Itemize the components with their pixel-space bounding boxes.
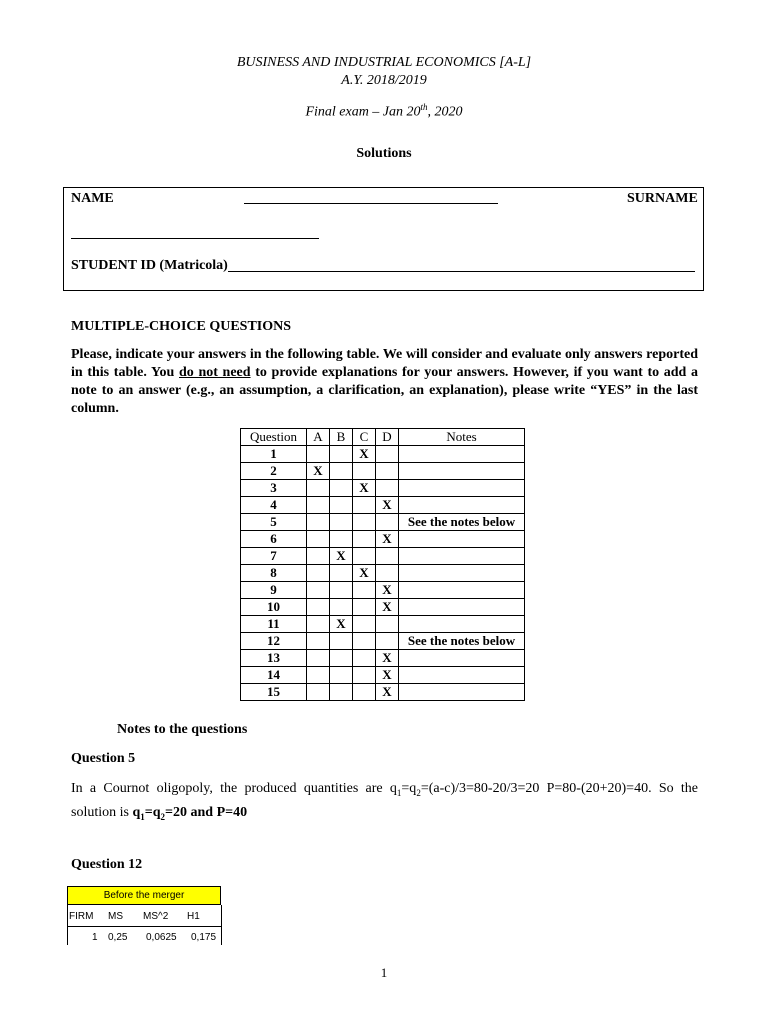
- sheet-row-divider: [67, 926, 222, 927]
- mcq-instructions: Please, indicate your answers in the following table. We will consider and evaluate only answers reported in this table. You do not need to provide explanations for your answers. However, if you want to add a note to an answer (e.g., an assumption, a clarification, an explanation), please write “YES” in the last column.: [71, 347, 699, 416]
- notes-cell: [399, 684, 525, 701]
- sheet-header-ms2: MS^2: [143, 911, 169, 922]
- answer-d-cell: X: [376, 667, 399, 684]
- answer-d-cell: X: [376, 650, 399, 667]
- answer-d-cell: [376, 480, 399, 497]
- answer-a-cell: [307, 599, 330, 616]
- answer-c-cell: [353, 616, 376, 633]
- sheet-cell-firm: 1: [92, 932, 98, 943]
- answer-c-cell: [353, 667, 376, 684]
- answer-d-cell: [376, 616, 399, 633]
- exam-date: Final exam – Jan 20th, 2020: [305, 102, 463, 120]
- mcq-title: MULTIPLE-CHOICE QUESTIONS: [71, 319, 292, 334]
- notes-cell: See the notes below: [399, 514, 525, 531]
- answer-a-cell: [307, 565, 330, 582]
- question-5-text: In a Cournot oligopoly, the produced quantities are $q_1=q_2=(a-c)/3=80-20/3=20$ P=80-(20+20)=40. So the solution is $q_1=q_2=20$ and P=40: [71, 781, 699, 822]
- answer-c-cell: [353, 497, 376, 514]
- answer-a-cell: [307, 480, 330, 497]
- answer-a-cell: [307, 667, 330, 684]
- answer-c-cell: [353, 531, 376, 548]
- answer-c-cell: [353, 548, 376, 565]
- question-cell: 13: [241, 650, 307, 667]
- merger-spreadsheet: [67, 886, 222, 945]
- sheet-cell-ms: 0,25: [108, 932, 128, 943]
- answer-b-cell: X: [330, 616, 353, 633]
- answer-d-cell: X: [376, 531, 399, 548]
- answer-c-cell: [353, 633, 376, 650]
- question-cell: 8: [241, 565, 307, 582]
- answer-a-cell: [307, 497, 330, 514]
- answers-table: [240, 428, 525, 701]
- question-cell: 14: [241, 667, 307, 684]
- question-cell: 6: [241, 531, 307, 548]
- answer-c-cell: [353, 463, 376, 480]
- question-cell: 1: [241, 446, 307, 463]
- answer-d-cell: [376, 446, 399, 463]
- answer-a-cell: [307, 514, 330, 531]
- question-cell: 2: [241, 463, 307, 480]
- question-cell: 3: [241, 480, 307, 497]
- page-number: 1: [380, 965, 388, 980]
- notes-cell: [399, 599, 525, 616]
- answer-c-cell: [353, 514, 376, 531]
- question-cell: 9: [241, 582, 307, 599]
- table-row: [241, 463, 525, 480]
- answer-b-cell: [330, 446, 353, 463]
- answer-b-cell: X: [330, 548, 353, 565]
- answer-d-cell: [376, 548, 399, 565]
- col-question: Question: [241, 429, 307, 446]
- answer-d-cell: [376, 565, 399, 582]
- answer-c-cell: X: [353, 565, 376, 582]
- before-merger-banner: Before the merger: [67, 886, 221, 905]
- notes-cell: [399, 531, 525, 548]
- spreadsheet-grid: [67, 905, 222, 945]
- answer-a-cell: [307, 582, 330, 599]
- table-header-row: [241, 429, 525, 446]
- notes-cell: [399, 480, 525, 497]
- surname-label: SURNAME: [627, 191, 698, 206]
- notes-cell: [399, 667, 525, 684]
- student-id-label: STUDENT ID (Matricola): [71, 258, 228, 273]
- question-cell: 15: [241, 684, 307, 701]
- course-title: BUSINESS AND INDUSTRIAL ECONOMICS [A-L]: [236, 55, 532, 70]
- answer-b-cell: [330, 667, 353, 684]
- table-row: [241, 565, 525, 582]
- sheet-header-h1: H1: [187, 911, 200, 922]
- answer-a-cell: [307, 616, 330, 633]
- notes-title: Notes to the questions: [117, 722, 248, 737]
- answer-b-cell: [330, 497, 353, 514]
- notes-cell: [399, 616, 525, 633]
- question-cell: 10: [241, 599, 307, 616]
- col-notes: Notes: [399, 429, 525, 446]
- answer-a-cell: X: [307, 463, 330, 480]
- answer-a-cell: [307, 633, 330, 650]
- answer-b-cell: [330, 531, 353, 548]
- answer-d-cell: X: [376, 599, 399, 616]
- answer-b-cell: [330, 582, 353, 599]
- sheet-cell-h1: 0,175: [191, 932, 217, 943]
- answer-a-cell: [307, 684, 330, 701]
- table-row: [241, 633, 525, 650]
- answer-d-cell: [376, 514, 399, 531]
- answer-c-cell: [353, 599, 376, 616]
- answer-c-cell: [353, 582, 376, 599]
- notes-cell: [399, 463, 525, 480]
- table-row: [241, 599, 525, 616]
- answer-d-cell: X: [376, 582, 399, 599]
- notes-cell: [399, 565, 525, 582]
- answer-a-cell: [307, 548, 330, 565]
- question-cell: 11: [241, 616, 307, 633]
- answer-c-cell: [353, 650, 376, 667]
- notes-cell: [399, 582, 525, 599]
- notes-cell: [399, 548, 525, 565]
- col-a: A: [307, 429, 330, 446]
- answer-c-cell: X: [353, 480, 376, 497]
- answer-b-cell: [330, 565, 353, 582]
- answer-c-cell: X: [353, 446, 376, 463]
- answer-d-cell: X: [376, 684, 399, 701]
- table-row: [241, 446, 525, 463]
- answer-d-cell: [376, 633, 399, 650]
- answer-b-cell: [330, 599, 353, 616]
- col-d: D: [376, 429, 399, 446]
- answer-b-cell: [330, 463, 353, 480]
- question-cell: 5: [241, 514, 307, 531]
- table-row: [241, 616, 525, 633]
- answer-b-cell: [330, 480, 353, 497]
- question-5-title: Question 5: [71, 751, 136, 766]
- notes-cell: See the notes below: [399, 633, 525, 650]
- answer-d-cell: X: [376, 497, 399, 514]
- sheet-header-firm: FIRM: [69, 911, 94, 922]
- table-row: [241, 684, 525, 701]
- question-cell: 4: [241, 497, 307, 514]
- student-info-box: [63, 187, 704, 291]
- sheet-header-ms: MS: [108, 911, 123, 922]
- table-row: [241, 582, 525, 599]
- sheet-cell-ms2: 0,0625: [146, 932, 177, 943]
- sheet-left-border: [67, 905, 68, 945]
- answer-a-cell: [307, 531, 330, 548]
- answer-c-cell: [353, 684, 376, 701]
- col-c: C: [353, 429, 376, 446]
- sheet-right-border: [221, 905, 222, 945]
- table-row: [241, 514, 525, 531]
- table-row: [241, 480, 525, 497]
- col-b: B: [330, 429, 353, 446]
- notes-cell: [399, 446, 525, 463]
- table-row: [241, 650, 525, 667]
- question-cell: 7: [241, 548, 307, 565]
- academic-year: A.Y. 2018/2019: [341, 73, 427, 88]
- name-line: [244, 191, 498, 204]
- answer-b-cell: [330, 684, 353, 701]
- table-row: [241, 548, 525, 565]
- table-row: [241, 667, 525, 684]
- table-row: [241, 497, 525, 514]
- question-12-title: Question 12: [71, 857, 143, 872]
- answer-a-cell: [307, 446, 330, 463]
- solutions-heading: Solutions: [356, 146, 412, 161]
- surname-line: [71, 226, 319, 239]
- student-id-line: [228, 259, 695, 272]
- answer-a-cell: [307, 650, 330, 667]
- answer-b-cell: [330, 650, 353, 667]
- notes-cell: [399, 650, 525, 667]
- answer-b-cell: [330, 514, 353, 531]
- question-cell: 12: [241, 633, 307, 650]
- notes-cell: [399, 497, 525, 514]
- answer-d-cell: [376, 463, 399, 480]
- name-label: NAME: [71, 191, 114, 206]
- answer-b-cell: [330, 633, 353, 650]
- table-row: [241, 531, 525, 548]
